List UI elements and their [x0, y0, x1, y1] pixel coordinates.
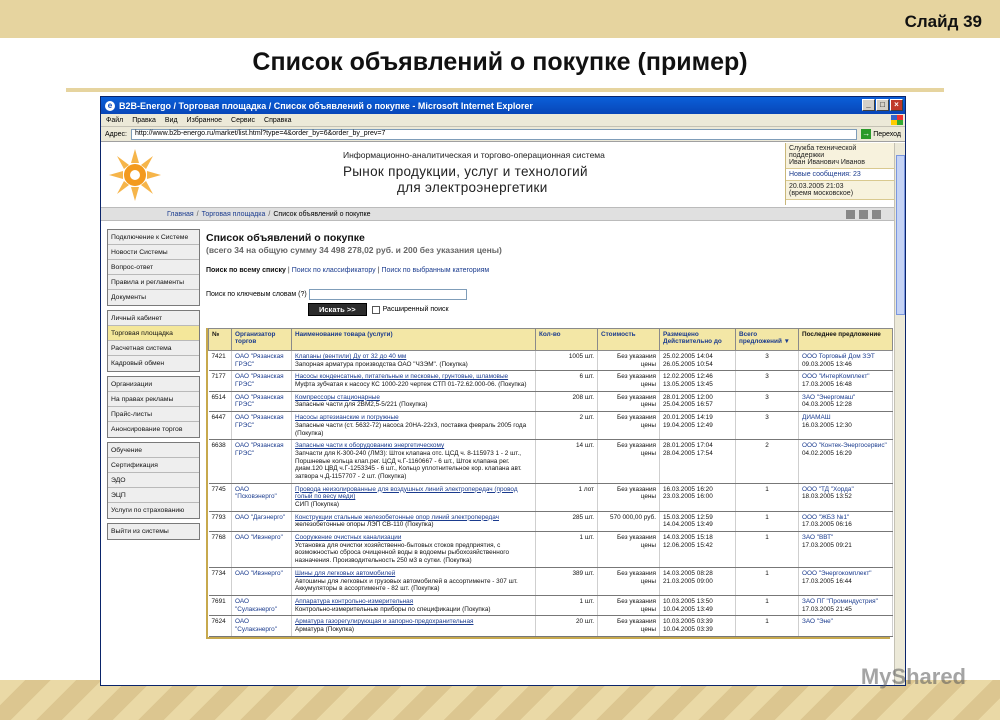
product-description: СИП (Покупка) [295, 501, 339, 508]
table-row[interactable] [209, 616, 893, 636]
vertical-scrollbar[interactable] [894, 143, 905, 686]
listing-organizer[interactable]: ОАО "Сулакэнерго" [232, 595, 292, 615]
listing-organizer[interactable]: ОАО "Псковэнерго" [232, 483, 292, 511]
listing-quantity: 2 шт. [536, 412, 598, 440]
last-offer-date: 04.02.2005 16:29 [802, 449, 852, 457]
slide-number: Слайд 39 [904, 12, 982, 31]
listing-cost: Без указания цены [598, 412, 660, 440]
last-offer-org[interactable]: ООО "Энергокомплект" [802, 569, 872, 577]
listing-cost: Без указания цены [598, 351, 660, 371]
last-offer [799, 440, 893, 483]
listing-organizer[interactable]: ОАО "Сулакэнерго" [232, 616, 292, 636]
column-header-label: Всего предложений ▼ [739, 331, 790, 345]
table-row[interactable] [209, 440, 893, 483]
placed-date: 12.02.2005 12:46 [663, 373, 713, 381]
listing-quantity: 208 шт. [536, 391, 598, 411]
last-offer [799, 371, 893, 391]
listing-organizer[interactable]: ОАО "Дагэнерго" [232, 511, 292, 531]
listing-offers-count: 1 [736, 511, 799, 531]
column-header-label: № [212, 331, 220, 338]
sidebar-item[interactable]: Правила и регламенты [108, 275, 199, 290]
slide-top-band [0, 0, 1000, 38]
product-description: Запчасти для К-300-240 (ЛМЗ): Шток клапана отс. ЦСД ч. 8-115973 1 - 2 шт., Поршневые кольца клап.рег. ЦСД ч.Г-1160667 - 6 шт., Шток клапана рег. диам.120 ЦВД ч.Г-1253345 - 6 шт., Кольцо уплотнительное кор. клапана авт. затвора ч.Д-1157707 - 2 шт. (Покупка) [295, 449, 522, 480]
listing-dates [660, 595, 736, 615]
last-offer-date: 16.03.2005 12:30 [802, 421, 852, 429]
listing-product [292, 391, 536, 411]
listing-product [292, 483, 536, 511]
valid-until-date: 23.03.2005 16:00 [663, 493, 713, 501]
column-header[interactable] [209, 329, 232, 351]
address-value: http://www.b2b-energo.ru/market/list.html?type=4&order_by=6&order_by_prev=7 [134, 130, 386, 137]
last-offer [799, 532, 893, 568]
sidebar-item[interactable]: Расчетная система [108, 341, 199, 356]
current-datetime: 20.03.2005 21:03 [789, 183, 844, 190]
listing-table [208, 328, 893, 637]
table-row[interactable] [209, 532, 893, 568]
product-link[interactable]: Насосы конденсатные, питательные и песковые, грунтовые, шламовые [295, 373, 509, 381]
listing-cost: Без указания цены [598, 371, 660, 391]
last-offer [799, 595, 893, 615]
listing-offers-count: 3 [736, 412, 799, 440]
find-button[interactable]: Искать >> [308, 303, 367, 316]
support-panel [785, 143, 895, 205]
listing-id: 7768 [209, 532, 232, 568]
valid-until-date: 13.05.2005 13:45 [663, 381, 713, 389]
ie-logo-icon: e [105, 101, 115, 111]
last-offer [799, 616, 893, 636]
listing-offers-count: 1 [736, 567, 799, 595]
column-header[interactable] [799, 329, 893, 351]
product-link[interactable]: Клапаны (вентили) Ду от 32 до 40 мм [295, 353, 407, 360]
listing-offers-count: 1 [736, 616, 799, 636]
column-header[interactable] [736, 329, 799, 351]
listing-id: 7624 [209, 616, 232, 636]
scrollbar-thumb[interactable] [896, 155, 905, 315]
listing-offers-count: 2 [736, 440, 799, 483]
valid-until-date: 28.04.2005 17:54 [663, 449, 713, 457]
column-header-label: Размещено Действительно до [663, 331, 722, 345]
valid-until-date: 14.04.2005 13:49 [663, 521, 713, 529]
column-header-label: Организатор торгов [235, 331, 276, 345]
column-header[interactable] [598, 329, 660, 351]
slide-title: Список объявлений о покупке (пример) [252, 48, 748, 76]
search-controls [206, 303, 890, 316]
menu-view[interactable]: Вид [164, 116, 178, 124]
new-messages-link[interactable]: Новые сообщения: 23 [789, 171, 861, 178]
listing-id: 7691 [209, 595, 232, 615]
last-offer-date: 17.03.2005 09:21 [802, 541, 852, 549]
extended-search-label: Расширенный поиск [382, 306, 449, 313]
listing-offers-count: 3 [736, 371, 799, 391]
last-offer-date: 04.03.2005 12:28 [802, 401, 852, 409]
valid-until-date: 10.04.2005 03:39 [663, 625, 713, 633]
sidebar-group [107, 310, 200, 372]
listing-offers-count: 1 [736, 595, 799, 615]
listing-id: 6514 [209, 391, 232, 411]
product-description: Муфта зубчатая к насосу КС 1000-220 чертеж СТП 01-72.62.000-06. (Покупка) [295, 381, 527, 389]
placed-date: 10.03.2005 13:50 [663, 597, 713, 605]
table-row[interactable] [209, 595, 893, 615]
tab-search-classifier[interactable]: Поиск по классификатору [291, 267, 376, 274]
listing-dates [660, 511, 736, 531]
menu-help[interactable]: Справка [264, 116, 292, 124]
sidebar-item[interactable]: Анонсирование торгов [108, 422, 199, 437]
product-description: Установка для очистки хозяйственно-бытовых стоков предприятия, с возможностью сброса очищенной воды в водоемы рыбохозяйственного назначения. Производительность 250 м3 в сутки. (Покупка) [295, 541, 510, 565]
sidebar-item[interactable]: На правах рекламы [108, 392, 199, 407]
last-offer-org[interactable]: ООО "ТД "Хорда" [802, 485, 854, 493]
browser-window [100, 96, 906, 686]
listing-dates [660, 351, 736, 371]
listing-id: 7745 [209, 483, 232, 511]
product-description: Запасные части (ст. 5632-72) насоса 20НА-22х3, поставка февраль 2005 года (Покупка) [295, 421, 527, 437]
support-title: Служба технической поддержки [789, 145, 857, 159]
product-description: Запасные части для 2ВМ2,5-5/221 (Покупка) [295, 401, 428, 409]
title-divider [66, 88, 944, 92]
last-offer [799, 391, 893, 411]
valid-until-date: 25.04.2005 16:57 [663, 401, 713, 409]
go-arrow-icon: → [862, 129, 871, 138]
listing-product [292, 567, 536, 595]
placed-date: 14.03.2005 08:28 [663, 569, 713, 577]
windows-flag-icon [891, 115, 903, 125]
table-body [209, 351, 893, 637]
address-bar [101, 127, 905, 142]
last-offer [799, 351, 893, 371]
valid-until-date: 19.04.2005 12:49 [663, 421, 713, 429]
placed-date: 20.01.2005 14:19 [663, 414, 713, 422]
listing-quantity: 285 шт. [536, 511, 598, 531]
keyword-label: Поиск по ключевым словам (?) [206, 291, 307, 298]
breadcrumb-separator: / [268, 210, 271, 218]
last-offer-date: 17.03.2005 16:48 [802, 381, 852, 389]
last-offer-org[interactable]: ООО "ЖБЗ №1" [802, 513, 850, 521]
placed-date: 10.03.2005 03:39 [663, 618, 713, 626]
listing-id: 6638 [209, 440, 232, 483]
last-offer-org[interactable]: ДИАМАШ [802, 414, 831, 422]
product-link[interactable]: Провода неизолированные для воздушных линий электропередач (провод голый по весу меди) [295, 485, 518, 501]
breadcrumb-current: Список объявлений о покупке [273, 210, 371, 218]
listing-product [292, 511, 536, 531]
watermark-logo: MyShared [860, 664, 966, 689]
valid-until-date: 10.04.2005 13:49 [663, 605, 713, 613]
listing-organizer[interactable]: ОАО "Рязанская ГРЭС" [232, 371, 292, 391]
listing-cost: Без указания цены [598, 391, 660, 411]
listing-quantity: 1 шт. [536, 532, 598, 568]
sidebar-item[interactable]: Подключение к Системе [108, 230, 199, 245]
close-button[interactable]: × [890, 99, 903, 111]
placed-date: 16.03.2005 16:20 [663, 485, 713, 493]
sidebar-group [107, 442, 200, 519]
sidebar-item[interactable]: Вопрос-ответ [108, 260, 199, 275]
table-row[interactable] [209, 371, 893, 391]
keyword-input[interactable] [309, 289, 467, 300]
listing-dates [660, 440, 736, 483]
sidebar-item[interactable]: Прайс-листы [108, 407, 199, 422]
breadcrumb-market[interactable]: Торговая площадка [201, 210, 266, 218]
column-header-label: Наименование товара (услуги) [295, 331, 393, 338]
listing-cost: Без указания цены [598, 440, 660, 483]
site-header [101, 143, 895, 207]
sidebar-item[interactable]: Кадровый обмен [108, 356, 199, 371]
support-user: Иван Иванович Иванов [789, 159, 865, 166]
product-link[interactable]: Шины для легковых автомобилей [295, 569, 396, 577]
listing-id: 7177 [209, 371, 232, 391]
last-offer-org[interactable]: ЗАО "Энергомаш" [802, 393, 856, 401]
listing-offers-count: 1 [736, 532, 799, 568]
sidebar-item[interactable]: Торговая площадка [108, 326, 199, 341]
listing-cost: Без указания цены [598, 595, 660, 615]
product-link[interactable]: Аппаратура контрольно-измерительная [295, 597, 414, 605]
sidebar-group [107, 523, 200, 540]
listing-dates [660, 616, 736, 636]
listing-dates [660, 483, 736, 511]
table-row[interactable] [209, 567, 893, 595]
search-tabs: Поиск по всему списку | Поиск по классификатору | Поиск по выбранным категориям [206, 267, 490, 274]
menu-tools[interactable]: Сервис [231, 116, 256, 124]
last-offer [799, 567, 893, 595]
save-icon[interactable] [859, 210, 868, 219]
column-header[interactable] [660, 329, 736, 351]
listing-quantity: 14 шт. [536, 440, 598, 483]
listing-quantity: 1005 шт. [536, 351, 598, 371]
product-description: Запорная арматура производства ОАО "ЧЗЭМ". (Покупка) [295, 360, 468, 368]
last-offer [799, 511, 893, 531]
product-link[interactable]: Сооружение очистных канализации [295, 534, 402, 542]
column-header-label: Кол-во [539, 331, 561, 338]
listing-organizer[interactable]: ОАО "Рязанская ГРЭС" [232, 440, 292, 483]
listing-id: 7793 [209, 511, 232, 531]
placed-date: 15.03.2005 12:59 [663, 513, 713, 521]
column-header[interactable] [536, 329, 598, 351]
system-line-3: для электроэнергетики [397, 180, 548, 195]
go-button[interactable] [861, 129, 901, 139]
last-offer-date: 09.03.2005 13:46 [802, 360, 852, 368]
listing-dates [660, 532, 736, 568]
listing-organizer[interactable]: ОАО "Рязанская ГРЭС" [232, 351, 292, 371]
listing-table-frame [206, 328, 890, 639]
sidebar-nav [107, 229, 200, 544]
listing-organizer[interactable]: ОАО "Рязанская ГРЭС" [232, 412, 292, 440]
listing-product [292, 595, 536, 615]
product-link[interactable]: Арматура газорегулирующая и запорно-предохранительная [295, 618, 474, 626]
go-label: Переход [873, 130, 901, 138]
listing-organizer[interactable]: ОАО "Ивэнерго" [232, 532, 292, 568]
listing-cost: Без указания цены [598, 616, 660, 636]
last-offer-org[interactable]: ЗАО ПГ "Проминдустрия" [802, 597, 878, 605]
breadcrumb-home[interactable]: Главная [167, 210, 194, 218]
breadcrumb [101, 207, 895, 221]
listing-id: 7421 [209, 351, 232, 371]
listing-id: 7734 [209, 567, 232, 595]
listing-cost: Без указания цены [598, 532, 660, 568]
listing-quantity: 1 шт. [536, 595, 598, 615]
listing-id: 6447 [209, 412, 232, 440]
valid-until-date: 26.05.2005 10:54 [663, 360, 713, 368]
help-icon[interactable] [872, 210, 881, 219]
product-link[interactable]: Запасные части к оборудованию энергетическому [295, 442, 445, 450]
product-description: Контрольно-измерительные приборы по спецификации (Покупка) [295, 605, 491, 613]
table-row[interactable] [209, 391, 893, 411]
listing-dates [660, 391, 736, 411]
table-row[interactable] [209, 351, 893, 371]
sidebar-item[interactable]: Организации [108, 377, 199, 392]
menu-bar [101, 114, 905, 127]
product-description: железобетонные опоры ЛЭП СВ-110 (Покупка) [295, 521, 434, 529]
placed-date: 25.02.2005 14:04 [663, 353, 713, 360]
last-offer-org[interactable]: ООО "Контек-Энергосервис" [802, 442, 887, 450]
sidebar-item[interactable]: ЭДО [108, 473, 199, 488]
sidebar-group [107, 376, 200, 438]
valid-until-date: 12.06.2005 15:42 [663, 541, 713, 549]
listing-cost: Без указания цены [598, 567, 660, 595]
site-logo-icon [109, 147, 161, 203]
table-row[interactable] [209, 511, 893, 531]
menu-favorites[interactable]: Избранное [186, 116, 223, 124]
valid-until-date: 21.03.2005 09:00 [663, 577, 713, 585]
menu-edit[interactable]: Правка [132, 116, 156, 124]
listing-cost: Без указания цены [598, 483, 660, 511]
last-offer-date: 17.03.2005 06:16 [802, 521, 852, 529]
table-header-row [209, 329, 893, 351]
placed-date: 28.01.2005 12:00 [663, 393, 713, 401]
window-titlebar [101, 97, 905, 114]
tab-search-categories[interactable]: Поиск по выбранным категориям [381, 267, 490, 274]
last-offer-org[interactable]: ЗАО "ВВТ" [802, 534, 834, 542]
breadcrumb-separator: / [196, 210, 199, 218]
listing-dates [660, 567, 736, 595]
last-offer-date: 18.03.2005 13:52 [802, 493, 852, 501]
listing-dates [660, 412, 736, 440]
system-line-1: Информационно-аналитическая и торгово-операционная система [343, 150, 605, 160]
listing-quantity: 1 лот [536, 483, 598, 511]
last-offer-date: 17.03.2005 21:45 [802, 605, 852, 613]
last-offer-date: 17.03.2005 16:44 [802, 577, 852, 585]
menu-file[interactable]: Файл [106, 116, 124, 124]
web-page [101, 143, 895, 686]
listing-quantity: 20 шт. [536, 616, 598, 636]
extended-search-checkbox[interactable] [372, 306, 380, 314]
listing-organizer[interactable]: ОАО "Рязанская ГРЭС" [232, 391, 292, 411]
tab-search-all[interactable]: Поиск по всему списку [206, 267, 286, 274]
product-description: Автошины для легковых и грузовых автомобилей в ассортименте - 307 шт. Аккумуляторы в ассортименте - 82 шт. (Покупка) [295, 577, 518, 593]
table-row[interactable] [209, 483, 893, 511]
print-icon[interactable] [846, 210, 855, 219]
sidebar-item[interactable]: Услуги по страхованию [108, 503, 199, 518]
address-input[interactable] [131, 129, 857, 140]
product-link[interactable]: Конструкции стальные железобетонные опор линий электропередач [295, 513, 499, 521]
minimize-button[interactable]: _ [862, 99, 875, 111]
listing-product [292, 412, 536, 440]
listing-quantity: 6 шт. [536, 371, 598, 391]
listing-organizer[interactable]: ОАО "Ивэнерго" [232, 567, 292, 595]
sidebar-item[interactable]: Сертификация [108, 458, 199, 473]
sidebar-item[interactable]: Документы [108, 290, 199, 305]
sidebar-item[interactable]: Личный кабинет [108, 311, 199, 326]
sidebar-item[interactable]: Обучение [108, 443, 199, 458]
sidebar-item[interactable]: Выйти из системы [108, 524, 199, 539]
table-row[interactable] [209, 412, 893, 440]
sidebar-item[interactable]: ЭЦП [108, 488, 199, 503]
column-header-label: Стоимость [601, 331, 636, 338]
last-offer-org[interactable]: ООО "ИнтерКомплект" [802, 373, 870, 381]
last-offer [799, 483, 893, 511]
column-header[interactable] [232, 329, 292, 351]
page-subtitle: (всего 34 на общую сумму 34 498 278,02 руб. и 200 без указания цены) [206, 245, 502, 255]
placed-date: 28.01.2005 17:04 [663, 442, 713, 450]
last-offer-org[interactable]: ЗАО "Эне" [802, 618, 833, 626]
product-description: Арматура (Покупка) [295, 625, 355, 633]
maximize-button[interactable]: □ [876, 99, 889, 111]
placed-date: 14.03.2005 15:18 [663, 534, 713, 542]
product-link[interactable]: Компрессоры стационарные [295, 393, 380, 401]
window-title: B2B-Energo / Торговая площадка / Список объявлений о покупке - Microsoft Internet Explorer [119, 100, 533, 111]
listing-dates [660, 371, 736, 391]
listing-product [292, 532, 536, 568]
listing-offers-count: 3 [736, 391, 799, 411]
column-header-label: Последнее предложение [802, 331, 881, 338]
main-content [206, 229, 890, 639]
column-header[interactable] [292, 329, 536, 351]
slide-bottom-band [0, 680, 1000, 720]
last-offer [799, 412, 893, 440]
timezone-label: (время московское) [789, 190, 854, 197]
listing-product [292, 440, 536, 483]
page-title: Список объявлений о покупке [206, 232, 365, 244]
listing-product [292, 351, 536, 371]
address-label: Адрес: [105, 130, 127, 138]
sidebar-item[interactable]: Новости Системы [108, 245, 199, 260]
listing-cost: 570 000,00 руб. [598, 511, 660, 531]
keyword-row [206, 289, 890, 300]
listing-offers-count: 1 [736, 483, 799, 511]
sidebar-group [107, 229, 200, 306]
listing-product [292, 371, 536, 391]
listing-offers-count: 3 [736, 351, 799, 371]
system-line-2: Рынок продукции, услуг и технологий [343, 164, 588, 179]
last-offer-org[interactable]: ООО Торговый Дом ЗЭТ [802, 353, 875, 360]
listing-product [292, 616, 536, 636]
listing-quantity: 389 шт. [536, 567, 598, 595]
product-link[interactable]: Насосы артезианские и погружные [295, 414, 399, 422]
